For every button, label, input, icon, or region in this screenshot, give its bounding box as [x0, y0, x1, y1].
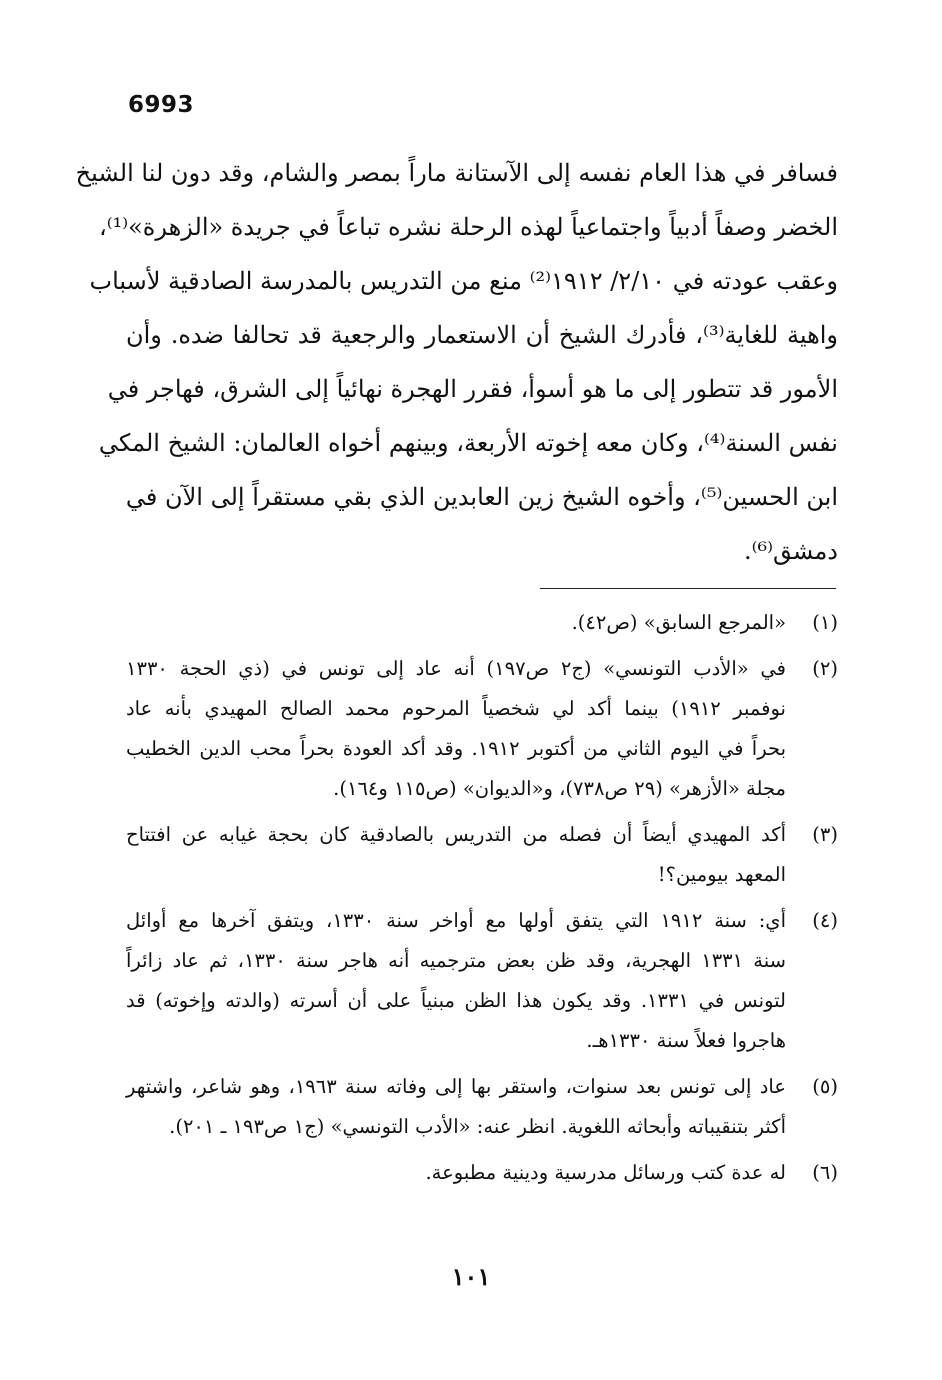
main-text-line: الأمور قد تتطور إلى ما هو أسوأ، فقرر الهجرة نهائياً إلى الشرق، فهاجر في — [107, 375, 838, 403]
footnote-4 — [126, 901, 838, 1061]
page-id: 6993 — [128, 92, 195, 118]
page-number: ١٠١ — [451, 1262, 491, 1291]
main-text — [75, 146, 838, 578]
footnote-line: له عدة كتب ورسائل مدرسية ودينية مطبوعة. — [425, 1161, 786, 1184]
main-text-line: فسافر في هذا العام نفسه إلى الآستانة ماراً بمصر والشام، وقد دون لنا الشيخ — [75, 159, 838, 187]
footnote-line: في «الأدب التونسي» (ج٢ ص١٩٧) أنه عاد إلى تونس في (ذي الحجة ١٣٣٠ — [126, 657, 787, 680]
footnote-number: (١) — [812, 611, 838, 634]
footnote-number: (٥) — [812, 1075, 838, 1098]
footnote-3 — [126, 815, 838, 895]
footnote-line: عاد إلى تونس بعد سنوات، واستقر بها إلى وفاته سنة ١٩٦٣، وهو شاعر، واشتهر — [126, 1075, 786, 1098]
footnote-1 — [126, 603, 838, 643]
main-text-line: ابن الحسين⁽⁵⁾، وأخوه الشيخ زين العابدين الذي بقي مستقراً إلى الآن في — [125, 483, 838, 511]
footnote-number: (٢) — [812, 657, 838, 680]
main-text-line: وعقب عودته في ٢/١٠/ ١٩١٢⁽²⁾ منع من التدريس بالمدرسة الصادقية لأسباب — [89, 267, 838, 295]
footnote-line: بحراً في اليوم الثاني من أكتوبر ١٩١٢. وقد أكد العودة بحراً محب الدين الخطيب — [126, 737, 786, 760]
footnote-5 — [126, 1067, 838, 1147]
footnote-line: أي: سنة ١٩١٢ التي يتفق أولها مع أواخر سنة ١٣٣٠، ويتفق آخرها مع أوائل — [126, 909, 786, 932]
footnotes — [126, 603, 838, 1199]
main-text-line: واهية للغاية⁽³⁾، فأدرك الشيخ أن الاستعمار والرجعية قد تحالفا ضده. وأن — [126, 321, 838, 349]
footnote-line: أكد المهيدي أيضاً أن فصله من التدريس بالصادقية كان بحجة غيابه عن افتتاح — [126, 823, 786, 846]
footnote-line: «المرجع السابق» (ص٤٢). — [571, 611, 786, 634]
footnote-line: لتونس في ١٣٣١. وقد يكون هذا الظن مبنياً على أن أسرته (والدته وإخوته) قد — [126, 989, 786, 1012]
footnote-line: أكثر بتنقيباته وأبحاثه اللغوية. انظر عنه: «الأدب التونسي» (ج١ ص١٩٣ ـ ٢٠١). — [169, 1115, 786, 1138]
footnote-6 — [126, 1153, 838, 1193]
footnote-line: مجلة «الأزهر» (٢٩ ص٧٣٨)، و«الديوان» (ص١١٥ و١٦٤). — [333, 777, 786, 800]
footnote-line: المعهد بيومين؟! — [657, 863, 786, 886]
footnote-number: (٦) — [812, 1161, 838, 1184]
footnote-line: هاجروا فعلاً سنة ١٣٣٠هـ. — [586, 1029, 786, 1052]
footnote-number: (٣) — [812, 823, 838, 846]
footnote-line: نوفمبر ١٩١٢) بينما أكد لي شخصياً المرحوم محمد الصالح المهيدي بأنه عاد — [126, 697, 786, 720]
main-text-line: نفس السنة⁽⁴⁾، وكان معه إخوته الأربعة، وبينهم أخواه العالمان: الشيخ المكي — [98, 429, 838, 457]
footnote-separator — [540, 588, 836, 589]
main-text-line: دمشق⁽⁶⁾. — [743, 537, 838, 565]
footnote-number: (٤) — [812, 909, 838, 932]
footnote-2 — [126, 649, 838, 809]
main-text-line: الخضر وصفاً أدبياً واجتماعياً لهذه الرحلة نشره تباعاً في جريدة «الزهرة»⁽¹⁾، — [98, 213, 838, 241]
footnote-line: سنة ١٣٣١ الهجرية، وقد ظن بعض مترجميه أنه هاجر سنة ١٣٣٠، ثم عاد زائراً — [126, 949, 786, 972]
